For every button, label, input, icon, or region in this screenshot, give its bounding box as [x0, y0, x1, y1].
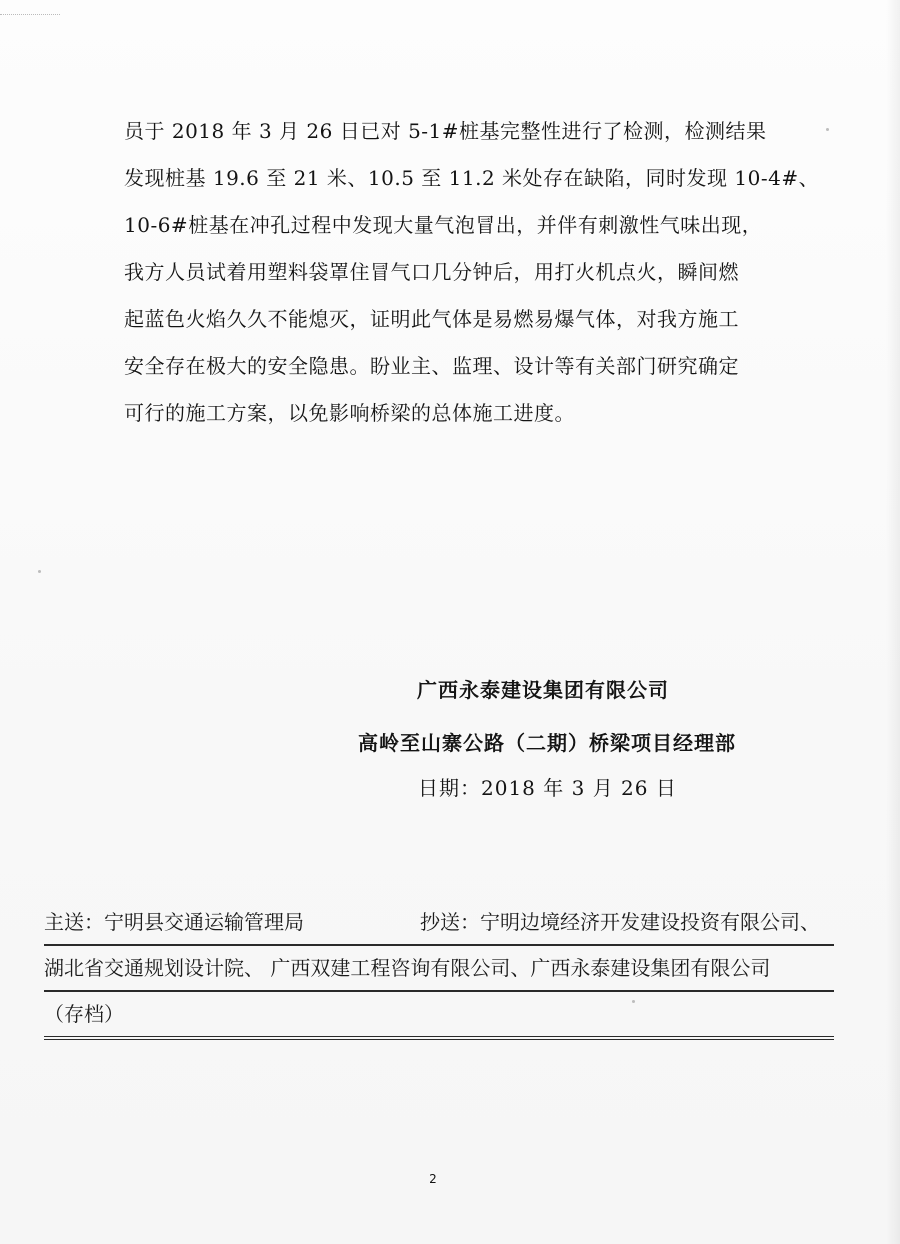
signature-date: 日期：2018 年 3 月 26 日 [418, 776, 677, 800]
body-line: 我方人员试着用塑料袋罩住冒气口几分钟后，用打火机点火，瞬间燃 [124, 260, 739, 284]
signature-company: 广西永泰建设集团有限公司 [417, 678, 669, 702]
body-line: 员于 2018 年 3 月 26 日已对 5-1#桩基完整性进行了检测，检测结果 [124, 119, 767, 143]
scan-speck [38, 570, 41, 573]
distribution-line-1 [44, 900, 834, 946]
main-recipient: 主送：宁明县交通运输管理局 [44, 910, 304, 934]
cc-recipients-start: 抄送：宁明边境经济开发建设投资有限公司、 [420, 910, 820, 934]
cc-archive-note: （存档） [44, 1002, 124, 1026]
body-line: 可行的施工方案，以免影响桥梁的总体施工进度。 [124, 401, 575, 425]
distribution-line-2 [44, 946, 834, 992]
distribution-line-3 [44, 992, 834, 1040]
cc-recipients-continued: 湖北省交通规划设计院、 广西双建工程咨询有限公司、广西永泰建设集团有限公司 [44, 956, 771, 980]
signature-department: 高岭至山寨公路（二期）桥梁项目经理部 [358, 731, 736, 755]
distribution-block [44, 900, 834, 1040]
body-line: 起蓝色火焰久久不能熄灭，证明此气体是易燃易爆气体，对我方施工 [124, 307, 739, 331]
body-paragraph [124, 108, 820, 437]
scan-edge-shadow [886, 0, 900, 1244]
scan-speck [826, 128, 829, 131]
body-line: 发现桩基 19.6 至 21 米、10.5 至 11.2 米处存在缺陷，同时发现 10-4#、 [124, 166, 820, 190]
body-line: 安全存在极大的安全隐患。盼业主、监理、设计等有关部门研究确定 [124, 354, 739, 378]
scan-speck [632, 1000, 635, 1003]
scan-corner-mark [0, 0, 60, 15]
page-number: 2 [429, 1172, 437, 1186]
body-line: 10-6#桩基在冲孔过程中发现大量气泡冒出，并伴有刺激性气味出现， [124, 213, 763, 237]
